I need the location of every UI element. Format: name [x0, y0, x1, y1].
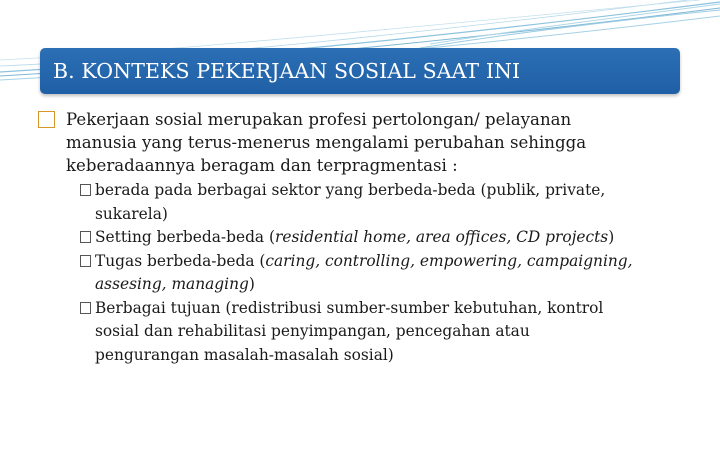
sub-bullet-text: Setting berbeda-beda ( [95, 228, 275, 246]
sub-bullet-italic-text: residential home, area offices, CD projects [275, 228, 609, 246]
sub-bullet-tasks [95, 250, 698, 297]
sub-bullet-line [95, 250, 698, 274]
main-bullet-line: keberadaannya beragam dan terpragmentasi : [66, 156, 458, 175]
sub-bullet-list [38, 179, 698, 367]
sub-bullet-italic-text: caring, controlling, empowering, campaigning, [265, 251, 633, 270]
main-bullet-line: manusia yang terus-menerus mengalami perubahan sehingga [66, 133, 587, 152]
sub-bullet-line: Berbagai tujuan (redistribusi sumber-sumber kebutuhan, kontrol [95, 298, 604, 317]
sub-bullet-line: sosial dan rehabilitasi penyimpangan, pencegahan atau [95, 322, 530, 340]
bullet-box-icon [80, 255, 91, 267]
bullet-box-icon [38, 111, 55, 128]
main-bullet-line: Pekerjaan sosial merupakan profesi pertolongan/ pelayanan [66, 110, 572, 129]
sub-bullet-line: sukarela) [95, 204, 168, 223]
bullet-box-icon [80, 184, 91, 196]
page-title: B. KONTEKS PEKERJAAN SOSIAL SAAT INI [53, 59, 521, 83]
sub-bullet-line: pengurangan masalah-masalah sosial) [95, 345, 394, 364]
sub-bullet-setting [95, 226, 698, 250]
sub-bullet-text: ) [248, 275, 255, 293]
bullet-box-icon [80, 231, 91, 243]
bullet-box-icon [80, 302, 91, 314]
sub-bullet-line: berada pada berbagai sektor yang berbeda-beda (publik, private, [95, 181, 606, 199]
sub-bullet-goals [95, 297, 698, 368]
sub-bullet-italic-text: assesing, managing [95, 275, 249, 293]
content-body [38, 108, 698, 367]
sub-bullet-line [95, 273, 698, 297]
sub-bullet-line [95, 226, 698, 250]
sub-bullet-text: ) [608, 228, 615, 246]
sub-bullet-text: Tugas berbeda-beda ( [95, 251, 266, 270]
main-bullet [38, 108, 698, 177]
sub-bullet-sectors [95, 179, 698, 226]
title-bar [40, 48, 680, 94]
